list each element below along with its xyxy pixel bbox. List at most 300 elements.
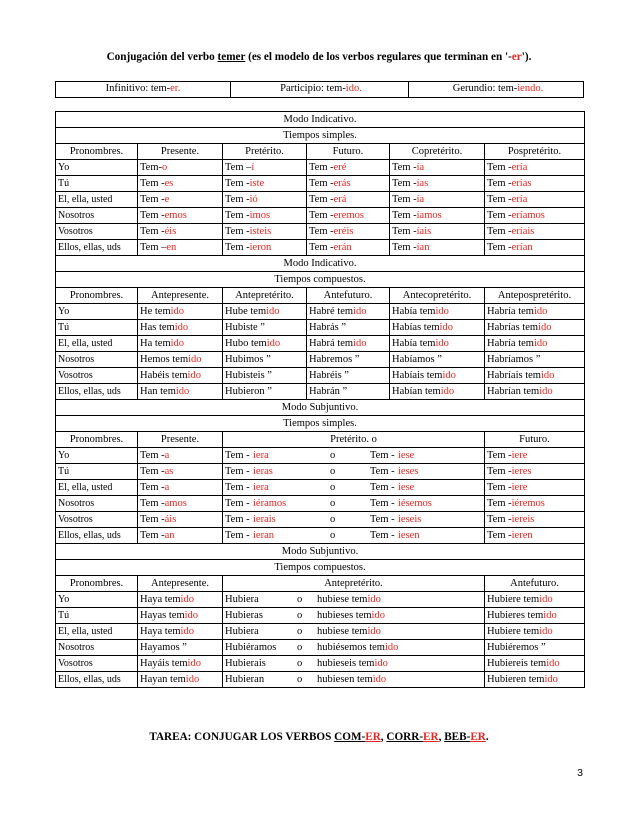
form-ending: ido bbox=[180, 625, 194, 637]
gerund-cell: Gerundio: tem-iendo. bbox=[452, 83, 544, 94]
form-ending: erías bbox=[511, 177, 532, 189]
conjugation-cell bbox=[390, 224, 485, 240]
table-row bbox=[56, 384, 585, 400]
conjugation-cell bbox=[223, 208, 307, 224]
form-ending: erían bbox=[511, 241, 533, 253]
form-ending: iese bbox=[398, 481, 415, 493]
form-stem: Hubimos ” bbox=[225, 353, 271, 365]
connector-o: o bbox=[297, 593, 303, 605]
form-ending: ido bbox=[435, 305, 449, 317]
form-ending: ido bbox=[372, 673, 387, 685]
form-ending: ió bbox=[249, 193, 258, 205]
form-stem: Tem – bbox=[140, 241, 167, 253]
conjugation-cell bbox=[390, 352, 485, 368]
conjugation-cell bbox=[485, 304, 585, 320]
form-ending: ías bbox=[416, 177, 429, 189]
form-stem: Tem - bbox=[487, 449, 512, 461]
form-stem: Hubiera bbox=[225, 625, 259, 637]
form-ending: e bbox=[164, 193, 170, 205]
form-ending: áis bbox=[164, 513, 177, 525]
form-stem: Tem - bbox=[392, 241, 417, 253]
conjugation-cell bbox=[485, 352, 585, 368]
conjugation-cell bbox=[485, 224, 585, 240]
form-ending: ido bbox=[546, 657, 560, 669]
participle-cell: Participio: tem-ido. bbox=[280, 83, 362, 94]
conjugation-cell bbox=[223, 240, 307, 256]
form-ending: eré bbox=[333, 161, 347, 173]
form-ending: iese bbox=[398, 449, 415, 461]
form-stem: Tem - bbox=[392, 177, 417, 189]
form-stem: Hemos tem bbox=[140, 353, 189, 365]
form-ending: imos bbox=[249, 209, 271, 221]
pronoun-cell: Vosotros bbox=[56, 368, 138, 384]
pronoun-cell: Nosotros bbox=[56, 352, 138, 368]
form-stem: Hubieras bbox=[225, 609, 263, 621]
form-stem: Tem - bbox=[140, 449, 165, 461]
table-row bbox=[56, 608, 585, 624]
conjugation-cell bbox=[138, 512, 223, 528]
conjugation-cell bbox=[485, 368, 585, 384]
conjugation-cell bbox=[138, 528, 223, 544]
pronoun-cell: Vosotros bbox=[56, 512, 138, 528]
column-header: Antepretérito. bbox=[223, 288, 307, 304]
pronoun-cell: Yo bbox=[56, 592, 138, 608]
form-stem: Hubieran bbox=[225, 673, 265, 685]
form-stem: Hayan tem bbox=[140, 673, 186, 685]
form-stem: Tem - bbox=[309, 209, 334, 221]
form-stem: Hubiéremos ” bbox=[487, 641, 546, 653]
form-stem: Tem - bbox=[370, 529, 395, 541]
form-stem: Tem - bbox=[140, 481, 165, 493]
task-verb-ending: ER bbox=[365, 731, 381, 743]
connector-o: o bbox=[330, 449, 336, 461]
form-stem: Había tem bbox=[392, 337, 436, 349]
form-ending: ido bbox=[439, 321, 453, 333]
form-stem: Hubiéramos bbox=[225, 641, 277, 653]
form-ending: ido bbox=[539, 385, 553, 397]
form-ending: íais bbox=[416, 225, 432, 237]
form-stem: Tem - bbox=[225, 193, 250, 205]
form-stem: Hayáis tem bbox=[140, 657, 188, 669]
form-ending: eremos bbox=[333, 209, 364, 221]
conjugation-cell bbox=[138, 384, 223, 400]
pronoun-cell: El, ella, usted bbox=[56, 624, 138, 640]
conjugation-cell bbox=[138, 656, 223, 672]
form-stem: Tem - bbox=[370, 449, 395, 461]
form-ending: ido bbox=[188, 353, 202, 365]
conjugation-cell bbox=[390, 304, 485, 320]
form-stem: Tem - bbox=[309, 161, 334, 173]
task-verb-stem: BEB- bbox=[444, 731, 471, 743]
form-ending: as bbox=[164, 465, 174, 477]
form-ending: an bbox=[164, 529, 175, 541]
form-stem: Ha tem bbox=[140, 337, 171, 349]
conjugation-cell bbox=[485, 656, 585, 672]
column-header: Presente. bbox=[138, 144, 223, 160]
conjugation-cell bbox=[485, 464, 585, 480]
form-stem: Tem - bbox=[225, 513, 250, 525]
form-stem: Tem - bbox=[225, 529, 250, 541]
form-stem: hubiesen temido bbox=[317, 673, 387, 685]
conjugation-cell bbox=[307, 224, 390, 240]
conjugation-cell bbox=[390, 336, 485, 352]
connector-o: o bbox=[297, 625, 303, 637]
pronoun-cell: Yo bbox=[56, 160, 138, 176]
table-row bbox=[56, 176, 585, 192]
form-ending: en bbox=[166, 241, 177, 253]
conjugation-cell bbox=[138, 192, 223, 208]
task-verb-ending: ER bbox=[470, 731, 486, 743]
form-stem: Tem - bbox=[140, 209, 165, 221]
conjugation-cell bbox=[223, 176, 307, 192]
form-stem: Tem - bbox=[140, 529, 165, 541]
connector-o: o bbox=[330, 481, 336, 493]
conjugation-cell bbox=[138, 672, 223, 688]
conjugation-cell bbox=[307, 320, 390, 336]
table-row bbox=[56, 464, 585, 480]
form-ending: í bbox=[251, 161, 255, 173]
form-stem: Tem - bbox=[225, 241, 250, 253]
conjugation-cell bbox=[485, 208, 585, 224]
pronoun-cell: Ellos, ellas, uds bbox=[56, 528, 138, 544]
form-stem: hubiese temido bbox=[317, 625, 381, 637]
column-header: Pronombres. bbox=[56, 576, 138, 592]
column-header: Pospretérito. bbox=[485, 144, 585, 160]
conjugation-cell bbox=[138, 480, 223, 496]
pronoun-cell: Tú bbox=[56, 464, 138, 480]
table-row bbox=[56, 592, 585, 608]
form-ending: amos bbox=[164, 497, 187, 509]
infinitive-cell: Infinitivo: tem-er. bbox=[105, 83, 181, 94]
form-ending: iéramos bbox=[253, 497, 287, 509]
form-stem: Tem - bbox=[370, 497, 395, 509]
form-stem: Tem - bbox=[309, 241, 334, 253]
form-stem: Hubiere tem bbox=[487, 625, 540, 637]
form-ending: eréis bbox=[333, 225, 354, 237]
form-ending: ieren bbox=[511, 529, 533, 541]
conjugation-cell bbox=[138, 224, 223, 240]
conjugation-cell bbox=[223, 336, 307, 352]
form-stem: Tem - bbox=[370, 481, 395, 493]
column-header: Copretérito. bbox=[390, 144, 485, 160]
column-header: Antefuturo. bbox=[485, 576, 585, 592]
form-ending: ido bbox=[384, 641, 399, 653]
conjugation-cell bbox=[223, 192, 307, 208]
form-ending: ía bbox=[416, 161, 425, 173]
column-header: Antepresente. bbox=[138, 288, 223, 304]
form-ending: ido bbox=[367, 625, 381, 637]
conjugation-cell bbox=[307, 368, 390, 384]
conjugation-cell bbox=[138, 352, 223, 368]
table-row bbox=[56, 512, 585, 528]
form-stem: Tem - bbox=[487, 209, 512, 221]
conjugation-cell bbox=[390, 368, 485, 384]
tense-heading: Tiempos simples. bbox=[56, 416, 585, 432]
conjugation-cell bbox=[390, 208, 485, 224]
tense-heading: Tiempos compuestos. bbox=[56, 560, 585, 576]
form-stem: Habíais tem bbox=[392, 369, 443, 381]
form-stem: Tem - bbox=[225, 177, 250, 189]
form-stem: Tem - bbox=[140, 465, 165, 477]
conjugation-cell bbox=[485, 176, 585, 192]
mode-heading: Modo Subjuntivo. bbox=[56, 544, 585, 560]
homework-task: TAREA: CONJUGAR LOS VERBOS COM-ER, CORR-ER, BEB-ER. bbox=[149, 731, 489, 743]
form-stem: Habremos ” bbox=[309, 353, 360, 365]
connector-o: o bbox=[297, 673, 303, 685]
tense-heading: Tiempos simples. bbox=[56, 128, 585, 144]
form-stem: Tem - bbox=[225, 481, 250, 493]
column-header: Pretérito. bbox=[223, 144, 307, 160]
conjugation-table bbox=[55, 111, 585, 688]
form-stem: Habrán ” bbox=[309, 385, 348, 397]
connector-o: o bbox=[330, 513, 336, 525]
conjugation-cell bbox=[390, 384, 485, 400]
form-ending: ido bbox=[266, 305, 280, 317]
conjugation-cell bbox=[485, 192, 585, 208]
form-ending: ieras bbox=[253, 465, 273, 477]
conjugation-cell bbox=[138, 640, 223, 656]
form-ending: ido bbox=[540, 369, 555, 381]
conjugation-cell bbox=[138, 240, 223, 256]
form-stem: Tem - bbox=[487, 481, 512, 493]
form-stem: Hubo tem bbox=[225, 337, 267, 349]
form-ending: iereis bbox=[511, 513, 535, 525]
form-stem: Hubiste ” bbox=[225, 321, 265, 333]
form-stem: Tem- bbox=[140, 161, 163, 173]
form-ending: a bbox=[164, 449, 170, 461]
form-ending: ido bbox=[175, 385, 190, 397]
conjugation-cell bbox=[485, 160, 585, 176]
conjugation-cell bbox=[485, 320, 585, 336]
pronoun-cell: El, ella, usted bbox=[56, 480, 138, 496]
form-ending: ido bbox=[539, 625, 553, 637]
form-ending: iera bbox=[253, 481, 269, 493]
form-stem: Tem - bbox=[225, 465, 250, 477]
page-title: Conjugación del verbo temer (es el modelo de los verbos regulares que terminan en '-er'). bbox=[106, 51, 532, 63]
table-row bbox=[56, 320, 585, 336]
conjugation-cell bbox=[223, 656, 485, 672]
form-stem: Tem - bbox=[487, 177, 512, 189]
form-stem: Tem - bbox=[487, 513, 512, 525]
form-ending: ido bbox=[367, 593, 381, 605]
conjugation-cell bbox=[485, 480, 585, 496]
table-row bbox=[56, 352, 585, 368]
form-ending: ido bbox=[180, 593, 194, 605]
conjugation-cell bbox=[138, 624, 223, 640]
conjugation-cell bbox=[223, 640, 485, 656]
pronoun-cell: Ellos, ellas, uds bbox=[56, 240, 138, 256]
form-ending: ierais bbox=[253, 513, 276, 525]
form-stem: Tem - bbox=[370, 513, 395, 525]
conjugation-cell bbox=[485, 640, 585, 656]
task-verb-stem: CORR- bbox=[386, 731, 424, 743]
form-ending: ido bbox=[544, 673, 558, 685]
conjugation-cell bbox=[223, 224, 307, 240]
pronoun-cell: Nosotros bbox=[56, 496, 138, 512]
form-ending: éis bbox=[164, 225, 177, 237]
pronoun-cell: Vosotros bbox=[56, 224, 138, 240]
form-ending: ido bbox=[174, 321, 189, 333]
column-header: Antepretérito. bbox=[223, 576, 485, 592]
table-row bbox=[56, 528, 585, 544]
task-verb-stem: COM- bbox=[334, 731, 366, 743]
form-stem: Habría tem bbox=[487, 305, 534, 317]
conjugation-cell bbox=[307, 176, 390, 192]
conjugation-cell bbox=[485, 672, 585, 688]
form-stem: hubiese temido bbox=[317, 593, 381, 605]
table-row bbox=[56, 624, 585, 640]
form-ending: ieres bbox=[511, 465, 532, 477]
form-ending: ido bbox=[184, 609, 199, 621]
form-stem: Habrá tem bbox=[309, 337, 354, 349]
pronoun-cell: Yo bbox=[56, 304, 138, 320]
conjugation-cell bbox=[138, 160, 223, 176]
form-stem: Habrían tem bbox=[487, 385, 540, 397]
form-stem: Hubisteis ” bbox=[225, 369, 272, 381]
form-ending: ido bbox=[533, 337, 548, 349]
conjugation-cell bbox=[307, 240, 390, 256]
form-stem: hubieses temido bbox=[317, 609, 385, 621]
table-row bbox=[56, 160, 585, 176]
form-stem: Habías tem bbox=[392, 321, 440, 333]
conjugation-cell bbox=[223, 528, 485, 544]
form-stem: Habéis tem bbox=[140, 369, 188, 381]
mode-heading: Modo Indicativo. bbox=[56, 256, 585, 272]
conjugation-cell bbox=[138, 464, 223, 480]
conjugation-cell bbox=[485, 624, 585, 640]
form-stem: Habríais tem bbox=[487, 369, 541, 381]
form-ending: íamos bbox=[416, 209, 442, 221]
table-row bbox=[56, 224, 585, 240]
conjugation-cell bbox=[138, 208, 223, 224]
form-ending: ido bbox=[374, 657, 388, 669]
form-stem: Tem - bbox=[140, 497, 165, 509]
conjugation-cell bbox=[223, 320, 307, 336]
page-number: 3 bbox=[577, 767, 583, 779]
form-ending: ían bbox=[416, 241, 430, 253]
form-stem: Hubieren tem bbox=[487, 673, 545, 685]
form-stem: Tem - bbox=[487, 465, 512, 477]
form-stem: Tem - bbox=[487, 193, 512, 205]
form-ending: ido bbox=[170, 305, 185, 317]
conjugation-cell bbox=[223, 464, 485, 480]
conjugation-cell bbox=[138, 176, 223, 192]
mode-heading: Modo Indicativo. bbox=[56, 112, 585, 128]
pronoun-cell: Nosotros bbox=[56, 208, 138, 224]
form-stem: Había tem bbox=[392, 305, 436, 317]
form-stem: Tem - bbox=[487, 529, 512, 541]
form-stem: Habían tem bbox=[392, 385, 441, 397]
form-stem: Has tem bbox=[140, 321, 175, 333]
form-stem: Habrás ” bbox=[309, 321, 347, 333]
conjugation-cell bbox=[485, 384, 585, 400]
conjugation-cell bbox=[485, 528, 585, 544]
form-stem: Hubierais bbox=[225, 657, 266, 669]
table-row bbox=[56, 448, 585, 464]
form-stem: Tem - bbox=[392, 225, 417, 237]
form-stem: Tem - bbox=[140, 225, 165, 237]
conjugation-cell bbox=[390, 320, 485, 336]
conjugation-cell bbox=[307, 160, 390, 176]
task-separator: . bbox=[485, 731, 489, 743]
conjugation-cell bbox=[307, 208, 390, 224]
form-stem: Hayamos ” bbox=[140, 641, 187, 653]
form-stem: Tem - bbox=[225, 449, 250, 461]
pronoun-cell: Tú bbox=[56, 608, 138, 624]
form-ending: iere bbox=[511, 481, 528, 493]
form-stem: hubiésemos temido bbox=[317, 641, 399, 653]
form-stem: Tem - bbox=[309, 193, 334, 205]
form-ending: es bbox=[164, 177, 174, 189]
form-ending: ido bbox=[435, 337, 449, 349]
column-header: Futuro. bbox=[485, 432, 585, 448]
form-stem: Hubiere tem bbox=[487, 593, 540, 605]
form-stem: Tem - bbox=[309, 177, 334, 189]
form-ending: erá bbox=[333, 193, 347, 205]
form-stem: Tem - bbox=[487, 225, 512, 237]
conjugation-cell bbox=[223, 368, 307, 384]
table-row bbox=[56, 496, 585, 512]
form-ending: ieran bbox=[253, 529, 274, 541]
conjugation-cell bbox=[223, 496, 485, 512]
conjugation-cell bbox=[307, 192, 390, 208]
conjugation-cell bbox=[138, 336, 223, 352]
form-stem: Tem - bbox=[487, 497, 512, 509]
table-row bbox=[56, 304, 585, 320]
form-ending: iesen bbox=[398, 529, 420, 541]
form-stem: Tem - bbox=[392, 161, 417, 173]
form-ending: iésemos bbox=[398, 497, 432, 509]
conjugation-cell bbox=[138, 496, 223, 512]
form-ending: ido bbox=[170, 337, 185, 349]
form-ending: a bbox=[164, 481, 170, 493]
form-stem: Tem - bbox=[392, 209, 417, 221]
form-ending: ido bbox=[371, 609, 385, 621]
form-ending: o bbox=[162, 161, 168, 173]
form-ending: iere bbox=[511, 449, 528, 461]
connector-o: o bbox=[297, 657, 303, 669]
form-stem: Hubieron ” bbox=[225, 385, 272, 397]
pronoun-cell: Yo bbox=[56, 448, 138, 464]
form-stem: Habríamos ” bbox=[487, 353, 541, 365]
form-stem: Hubieres tem bbox=[487, 609, 544, 621]
form-stem: Haya tem bbox=[140, 625, 181, 637]
conjugation-cell bbox=[223, 160, 307, 176]
connector-o: o bbox=[330, 497, 336, 509]
tense-heading: Tiempos compuestos. bbox=[56, 272, 585, 288]
conjugation-cell bbox=[138, 368, 223, 384]
conjugation-cell bbox=[390, 240, 485, 256]
conjugation-cell bbox=[223, 512, 485, 528]
conjugation-cell bbox=[223, 480, 485, 496]
task-separator: , bbox=[438, 731, 445, 743]
form-stem: Han tem bbox=[140, 385, 176, 397]
form-ending: ido bbox=[353, 305, 367, 317]
form-stem: Habrías tem bbox=[487, 321, 539, 333]
form-stem: Tem - bbox=[140, 513, 165, 525]
column-header: Antepospretérito. bbox=[485, 288, 585, 304]
conjugation-cell bbox=[485, 512, 585, 528]
connector-o: o bbox=[297, 641, 303, 653]
form-ending: iéremos bbox=[511, 497, 545, 509]
form-stem: Tem - bbox=[140, 193, 165, 205]
pronoun-cell: Ellos, ellas, uds bbox=[56, 672, 138, 688]
conjugation-cell bbox=[485, 608, 585, 624]
connector-o: o bbox=[297, 609, 303, 621]
conjugation-cell bbox=[138, 592, 223, 608]
conjugation-cell bbox=[485, 240, 585, 256]
conjugation-cell bbox=[223, 384, 307, 400]
